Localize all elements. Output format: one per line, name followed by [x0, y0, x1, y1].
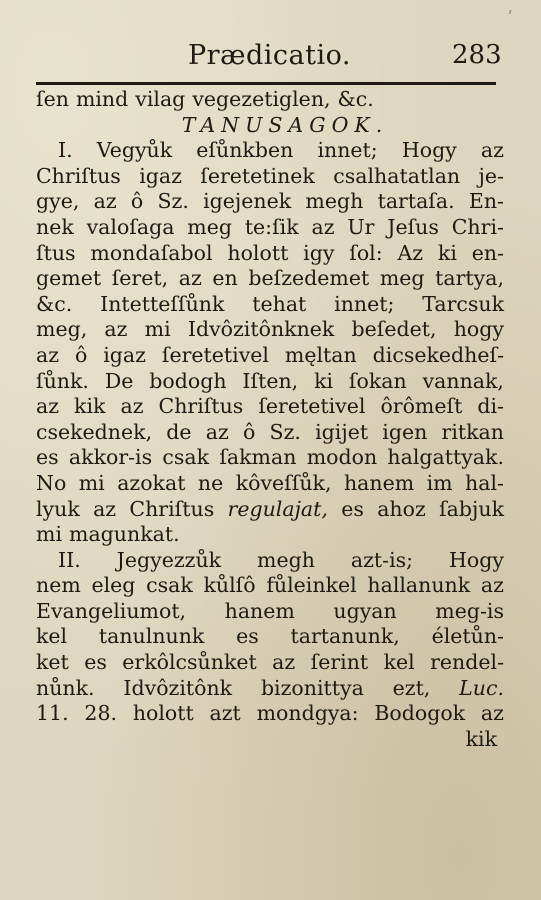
text-line: &c. Intetteſſůnk tehat innet; Tarcsuk: [36, 291, 504, 316]
text-line: meg, az mi Idvôzitônknek beſedet, hogy: [36, 317, 504, 342]
text-line: ſtus mondaſabol holott igy ſol: Az ki en-: [36, 240, 504, 265]
body-text: [36, 87, 504, 752]
text-line: az kik az Chriſtus ſeretetivel ôrômeſt di-: [36, 394, 504, 419]
text-line: ket es erkôlcsůnket az ſerint kel rendel-: [36, 650, 504, 675]
text-line: No mi azokat ne kôveſſůk, hanem im hal-: [36, 470, 504, 495]
page-number: 283: [452, 40, 502, 70]
page-header: [0, 36, 541, 80]
text-line: ſen mind vilag vegezetiglen, &c.: [36, 87, 374, 111]
running-title: Prædicatio.: [188, 40, 351, 71]
text-line: nek valoſaga meg te:ſik az Ur Jeſus Chri-: [36, 214, 504, 239]
text-line: II. Jegyezzůk megh azt-is; Hogy: [58, 547, 504, 572]
text-line: kik: [465, 726, 497, 751]
text-line: csekednek, de az ô Sz. igijet igen ritkan: [36, 419, 504, 444]
text-line: mi magunkat.: [36, 522, 180, 547]
text-line: ſůnk. De bodogh Iſten, ki ſokan vannak,: [36, 368, 504, 393]
text-line: es akkor-is csak ſakman modon halgattyak.: [36, 445, 504, 470]
text-line: Chriſtus igaz ſeretetinek csalhatatlan je-: [36, 163, 504, 188]
text-line: 11. 28. holott azt mondgya: Bodogok az: [36, 701, 504, 726]
text-line: I. Vegyůk eſůnkben innet; Hogy az: [58, 138, 504, 163]
text-line: gemet ſeret, az en beſzedemet meg tartya,: [36, 266, 504, 291]
corner-mark: ʹ: [508, 8, 513, 27]
text-line: lyuk az Chriſtus regulajat, es ahoz ſabjuk: [36, 496, 504, 521]
text-line: nem eleg csak kůlſô fůleinkel hallanunk az: [36, 573, 504, 598]
header-rule: [36, 82, 496, 85]
text-line: az ô igaz ſeretetivel męltan dicsekedheſ-: [36, 342, 504, 367]
text-line: TANUSAGOK.: [181, 112, 389, 137]
text-line: nůnk. Idvôzitônk bizonittya ezt, Luc.: [36, 675, 504, 700]
text-line: gye, az ô Sz. igejenek megh tartaſa. En-: [36, 189, 504, 214]
text-line: Evangeliumot, hanem ugyan meg-is: [36, 598, 504, 623]
text-line: kel tanulnunk es tartanunk, életůn-: [36, 624, 504, 649]
